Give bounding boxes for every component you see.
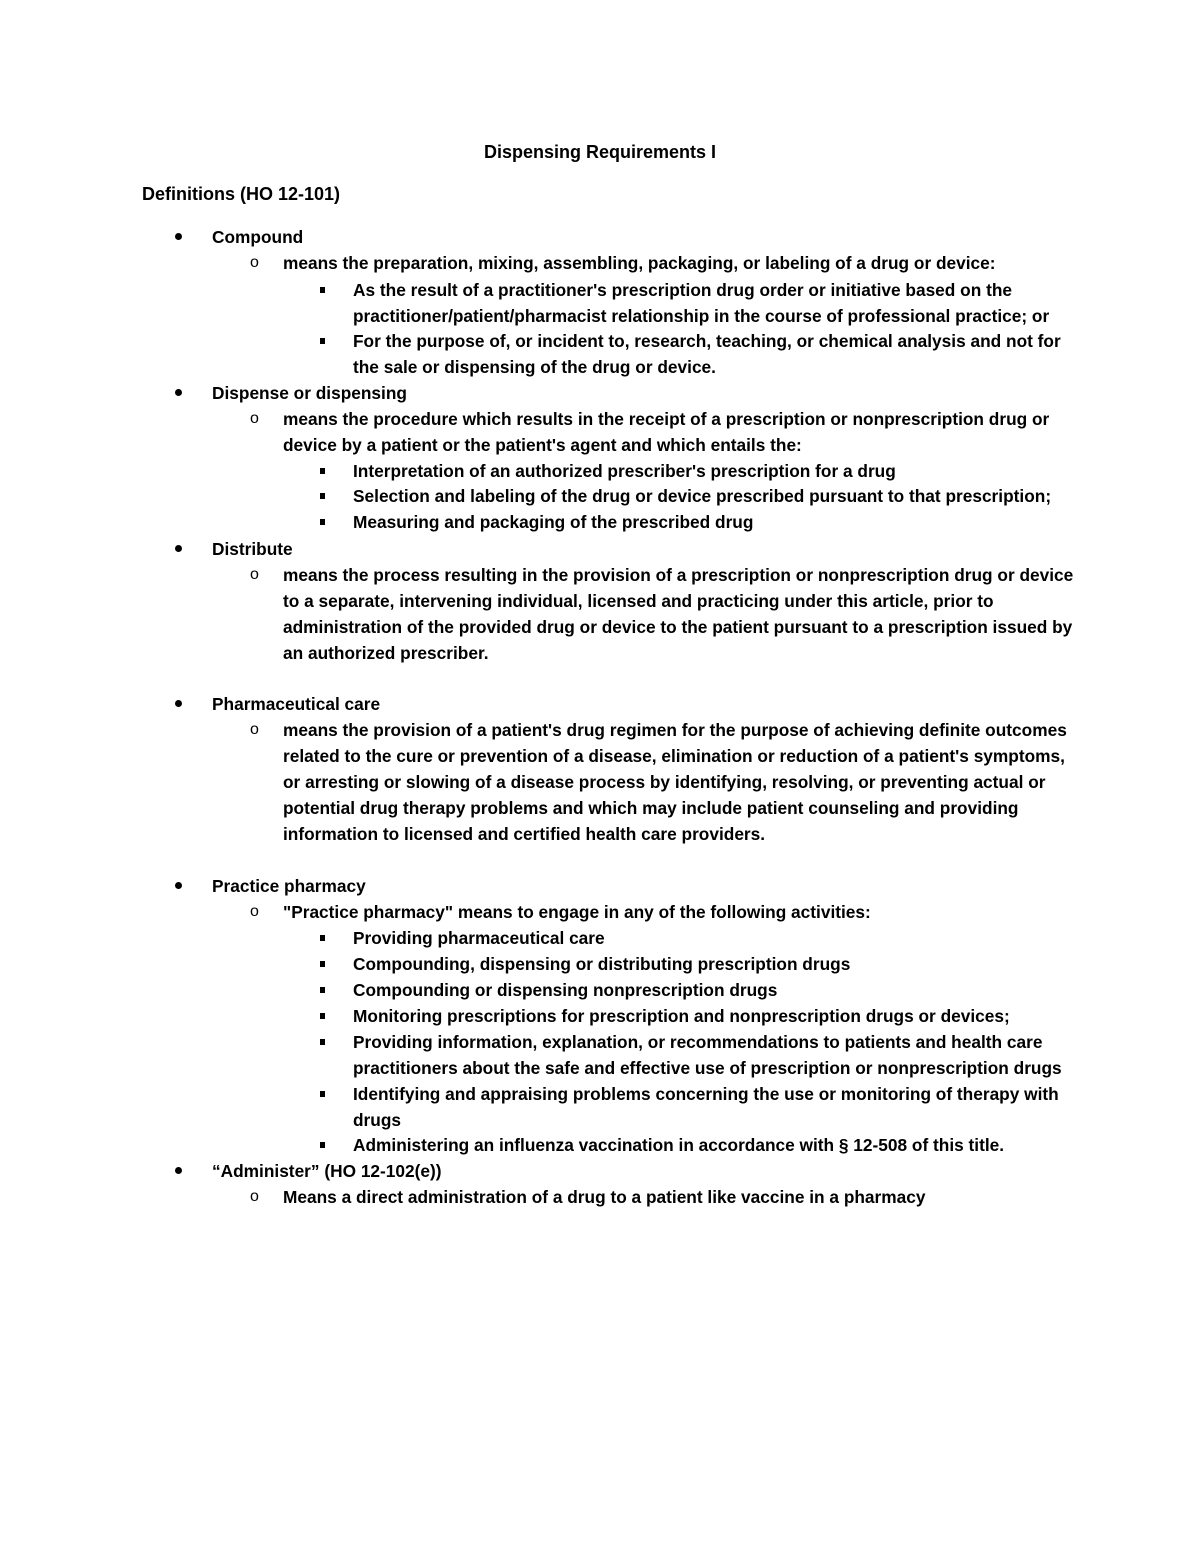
square-bullet-icon bbox=[320, 493, 325, 499]
definition-line: means the process resulting in the provision of a prescription or nonprescription drug or device bbox=[283, 565, 1074, 585]
sub-bullet-o-icon: o bbox=[250, 254, 259, 271]
square-bullet-icon bbox=[320, 961, 325, 967]
list-item: Providing information, explanation, or recommendations to patients and health care bbox=[353, 1032, 1043, 1052]
term-administer: “Administer” (HO 12-102(e)) bbox=[212, 1161, 442, 1181]
sub-bullet-o-icon: o bbox=[250, 721, 259, 738]
definition-line: means the procedure which results in the receipt of a prescription or nonprescription drug or bbox=[283, 409, 1050, 429]
list-item: Monitoring prescriptions for prescription and nonprescription drugs or devices; bbox=[353, 1006, 1010, 1026]
bullet-dot-icon bbox=[175, 389, 182, 396]
sub-bullet-o-icon: o bbox=[250, 566, 259, 583]
definition-compound: means the preparation, mixing, assembling, packaging, or labeling of a drug or device: bbox=[283, 253, 996, 273]
list-item: Selection and labeling of the drug or device prescribed pursuant to that prescription; bbox=[353, 486, 1052, 506]
bullet-dot-icon bbox=[175, 233, 182, 240]
definition-line: device by a patient or the patient's agent and which entails the: bbox=[283, 435, 802, 455]
list-item: Compounding, dispensing or distributing prescription drugs bbox=[353, 954, 851, 974]
list-item: Measuring and packaging of the prescribed drug bbox=[353, 512, 754, 532]
bullet-dot-icon bbox=[175, 1167, 182, 1174]
square-bullet-icon bbox=[320, 1091, 325, 1097]
square-bullet-icon bbox=[320, 1013, 325, 1019]
list-item: As the result of a practitioner's prescription drug order or initiative based on the bbox=[353, 280, 1012, 300]
definition-line: information to licensed and certified health care providers. bbox=[283, 824, 766, 844]
list-item: Identifying and appraising problems concerning the use or monitoring of therapy with bbox=[353, 1084, 1059, 1104]
square-bullet-icon bbox=[320, 468, 325, 474]
definition-line: administration of the provided drug or device to the patient pursuant to a prescription issued by bbox=[283, 617, 1073, 637]
list-item: Compounding or dispensing nonprescription drugs bbox=[353, 980, 778, 1000]
definition-administer: Means a direct administration of a drug to a patient like vaccine in a pharmacy bbox=[283, 1187, 926, 1207]
list-item-continuation: practitioner/patient/pharmacist relationship in the course of professional practice; or bbox=[353, 306, 1050, 326]
term-compound: Compound bbox=[212, 227, 304, 247]
sub-bullet-o-icon: o bbox=[250, 903, 259, 920]
list-item: For the purpose of, or incident to, research, teaching, or chemical analysis and not for bbox=[353, 331, 1061, 351]
list-item: Interpretation of an authorized prescriber's prescription for a drug bbox=[353, 461, 896, 481]
term-distribute: Distribute bbox=[212, 539, 293, 559]
term-dispense: Dispense or dispensing bbox=[212, 383, 407, 403]
list-item-continuation: the sale or dispensing of the drug or device. bbox=[353, 357, 716, 377]
list-item-continuation: drugs bbox=[353, 1110, 402, 1130]
definition-line: related to the cure or prevention of a disease, elimination or reduction of a patient's symptoms, bbox=[283, 746, 1065, 766]
square-bullet-icon bbox=[320, 987, 325, 993]
square-bullet-icon bbox=[320, 338, 325, 344]
bullet-dot-icon bbox=[175, 882, 182, 889]
list-item-continuation: practitioners about the safe and effective use of prescription or nonprescription drugs bbox=[353, 1058, 1062, 1078]
list-item: Administering an influenza vaccination in accordance with § 12-508 of this title. bbox=[353, 1135, 1005, 1155]
section-heading: Definitions (HO 12-101) bbox=[142, 184, 341, 204]
definition-line: an authorized prescriber. bbox=[283, 643, 489, 663]
definition-line: potential drug therapy problems and which may include patient counseling and providing bbox=[283, 798, 1019, 818]
term-practice-pharmacy: Practice pharmacy bbox=[212, 876, 366, 896]
bullet-dot-icon bbox=[175, 700, 182, 707]
square-bullet-icon bbox=[320, 287, 325, 293]
list-item: Providing pharmaceutical care bbox=[353, 928, 605, 948]
square-bullet-icon bbox=[320, 935, 325, 941]
definition-line: to a separate, intervening individual, licensed and practicing under this article, prior to bbox=[283, 591, 994, 611]
sub-bullet-o-icon: o bbox=[250, 1188, 259, 1205]
definition-line: means the provision of a patient's drug regimen for the purpose of achieving definite outcomes bbox=[283, 720, 1067, 740]
square-bullet-icon bbox=[320, 1039, 325, 1045]
square-bullet-icon bbox=[320, 519, 325, 525]
definition-practice-pharmacy: "Practice pharmacy" means to engage in any of the following activities: bbox=[283, 902, 871, 922]
document-title: Dispensing Requirements I bbox=[483, 142, 717, 162]
square-bullet-icon bbox=[320, 1142, 325, 1148]
definition-line: or arresting or slowing of a disease process by identifying, resolving, or preventing actual or bbox=[283, 772, 1046, 792]
bullet-dot-icon bbox=[175, 545, 182, 552]
sub-bullet-o-icon: o bbox=[250, 410, 259, 427]
term-pharmaceutical-care: Pharmaceutical care bbox=[212, 694, 381, 714]
